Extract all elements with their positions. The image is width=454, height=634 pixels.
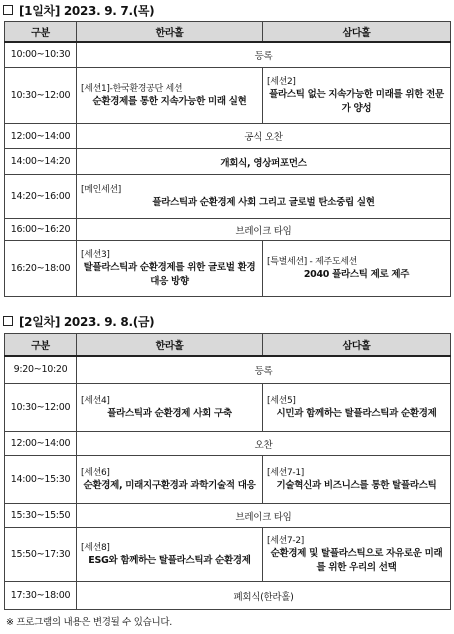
time-cell: 12:00~14:00	[5, 124, 77, 149]
table-row	[5, 124, 451, 149]
time-cell: 14:00~15:30	[5, 456, 77, 504]
table-row	[5, 528, 451, 582]
lunch-cell: 공식 오찬	[77, 124, 451, 149]
day1-title	[3, 0, 154, 20]
session-title: 순환경제, 미래지구환경과 과학기술적 대응	[83, 479, 256, 491]
session2-cell	[263, 68, 451, 124]
session8-cell	[77, 528, 263, 582]
registration-cell: 등록	[77, 42, 451, 68]
time-cell: 14:00~14:20	[5, 149, 77, 175]
session1-cell	[77, 68, 263, 124]
time-cell: 10:30~12:00	[5, 384, 77, 432]
day2-title-text: [2일차] 2023. 9. 8.(금)	[19, 314, 155, 329]
table-header-row	[5, 22, 451, 42]
time-cell: 10:30~12:00	[5, 68, 77, 124]
session-title: 플라스틱과 순환경제 사회 구축	[107, 407, 232, 419]
session-title: 순환경제를 통한 지속가능한 미래 실현	[92, 95, 247, 107]
header-category: 구분	[5, 22, 77, 42]
session-tag: [세션3]	[81, 249, 110, 260]
table-row	[5, 432, 451, 456]
session-tag: [세션6]	[81, 467, 110, 478]
header-samda-hall: 삼다홀	[263, 22, 451, 42]
session-title: 탈플라스틱과 순환경제를 위한 글로벌 환경대응 방향	[83, 261, 256, 287]
table-row	[5, 456, 451, 504]
session-title: 시민과 함께하는 탈플라스틱과 순환경제	[276, 407, 437, 419]
day1-schedule-table	[4, 21, 451, 297]
session-tag: [세션2]	[267, 76, 296, 87]
header-halla-hall: 한라홀	[77, 22, 263, 42]
main-session-cell	[77, 175, 451, 219]
session-tag: [특별세션] - 제주도세션	[267, 256, 358, 267]
break-cell: 브레이크 타임	[77, 504, 451, 528]
table-row	[5, 384, 451, 432]
opening-ceremony-cell: 개회식, 영상퍼포먼스	[77, 149, 451, 175]
day1-title-text: [1일차] 2023. 9. 7.(목)	[19, 3, 155, 18]
session-title: 플라스틱과 순환경제 사회 그리고 글로벌 탄소중립 실현	[152, 196, 375, 208]
table-row	[5, 356, 451, 384]
time-cell: 16:20~18:00	[5, 241, 77, 297]
table-row	[5, 219, 451, 241]
session-tag: [메인세션]	[81, 184, 121, 195]
header-halla-hall: 한라홀	[77, 334, 263, 356]
header-category: 구분	[5, 334, 77, 356]
checkbox-square-icon	[3, 316, 13, 326]
day2-title	[3, 311, 154, 331]
time-cell: 10:00~10:30	[5, 42, 77, 68]
checkbox-square-icon	[3, 5, 13, 15]
session3-cell	[77, 241, 263, 297]
day2-schedule-table	[4, 333, 451, 610]
table-row	[5, 175, 451, 219]
table-row	[5, 68, 451, 124]
table-row	[5, 582, 451, 610]
session-title: 기술혁신과 비즈니스를 통한 탈플라스틱	[276, 479, 437, 491]
table-header-row	[5, 334, 451, 356]
session-tag: [세션1]-한국환경공단 세션	[81, 83, 183, 94]
session-tag: [세션7-2]	[267, 535, 305, 546]
time-cell: 9:20~10:20	[5, 356, 77, 384]
time-cell: 17:30~18:00	[5, 582, 77, 610]
time-cell: 14:20~16:00	[5, 175, 77, 219]
time-cell: 12:00~14:00	[5, 432, 77, 456]
break-cell: 브레이크 타임	[77, 219, 451, 241]
footnote: ※ 프로그램의 내용은 변경될 수 있습니다.	[6, 617, 173, 628]
table-row	[5, 241, 451, 297]
table-row	[5, 42, 451, 68]
session-tag: [세션4]	[81, 395, 110, 406]
table-row	[5, 149, 451, 175]
session-tag: [세션7-1]	[267, 467, 305, 478]
session7-1-cell	[263, 456, 451, 504]
session7-2-cell	[263, 528, 451, 582]
session-title: 2040 플라스틱 제로 제주	[303, 268, 410, 280]
session4-cell	[77, 384, 263, 432]
closing-ceremony-cell: 폐회식(한라홀)	[77, 582, 451, 610]
session-tag: [세션8]	[81, 542, 110, 553]
registration-cell: 등록	[77, 356, 451, 384]
session-title: 플라스틱 없는 지속가능한 미래를 위한 전문가 양성	[269, 88, 444, 114]
session-tag: [세션5]	[267, 395, 296, 406]
session-title: 순환경제 및 탈플라스틱으로 자유로운 미래를 위한 우리의 선택	[270, 547, 443, 573]
lunch-cell: 오찬	[77, 432, 451, 456]
special-session-cell	[263, 241, 451, 297]
time-cell: 16:00~16:20	[5, 219, 77, 241]
table-row	[5, 504, 451, 528]
session-title: ESG와 함께하는 탈플라스틱과 순환경제	[88, 554, 251, 566]
time-cell: 15:50~17:30	[5, 528, 77, 582]
session6-cell	[77, 456, 263, 504]
time-cell: 15:30~15:50	[5, 504, 77, 528]
header-samda-hall: 삼다홀	[263, 334, 451, 356]
session5-cell	[263, 384, 451, 432]
